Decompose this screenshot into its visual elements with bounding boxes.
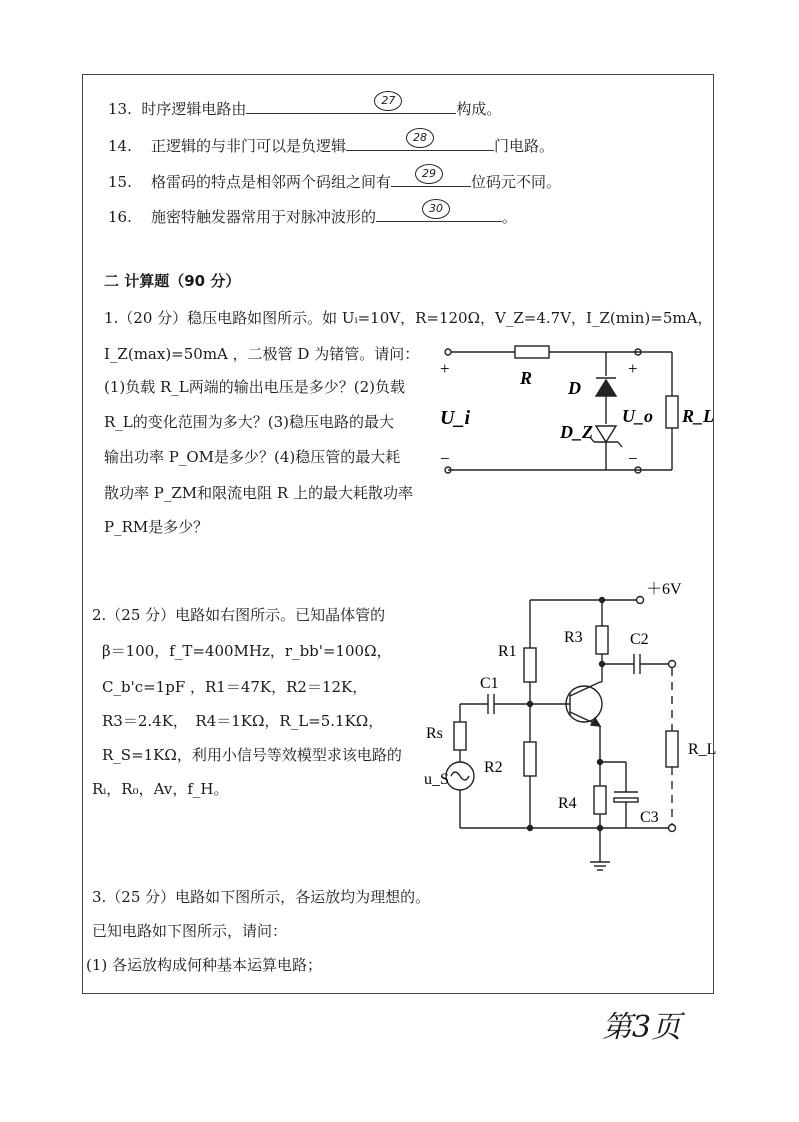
fill-item-13: 13. 时序逻辑电路由 27 构成。 (108, 98, 501, 119)
q2-line: R3＝2.4K， R4＝1KΩ，R_L=5.1KΩ， (102, 712, 384, 730)
q2-line: Rᵢ，R₀，Av，f_H。 (92, 780, 229, 798)
q2-line: R_S=1KΩ，利用小信号等效模型求该电路的 (102, 746, 402, 764)
c1-label: C1 (480, 675, 499, 692)
input-minus-label: − (440, 449, 450, 468)
q1-line: 输出功率 P_OM是多少？(4)稳压管的最大耗 (104, 448, 401, 466)
rl-label: R_L (682, 406, 715, 426)
c2-label: C2 (630, 631, 649, 648)
r4-label: R4 (558, 795, 577, 812)
output-minus-label: − (628, 449, 638, 468)
handwritten-page-note: 第3页 (602, 1010, 682, 1045)
resistor-r-label: R (520, 368, 533, 388)
uo-label: U_o (622, 406, 653, 426)
fill-item-14: 14. 正逻辑的与非门可以是负逻辑 28 门电路。 (108, 135, 554, 156)
q1-line: 散功率 P_ZM和限流电阻 R 上的最大耗散功率 (104, 484, 413, 502)
q1-line: R_L的变化范围为多大？(3)稳压电路的最大 (104, 413, 395, 431)
diode-d-label: D (568, 378, 581, 398)
answer-mark: 27 (374, 91, 402, 111)
us-label: u_S (424, 771, 449, 788)
answer-mark: 28 (406, 128, 434, 148)
vcc-label: ＋6V (646, 581, 682, 598)
q2-line: β＝100，f_T=400MHz，r_bb'=100Ω， (102, 642, 392, 660)
ui-label: U_i (440, 407, 470, 429)
zener-regulator-circuit (430, 340, 720, 480)
q1-line: 1.（20 分）稳压电路如图所示。如 Uᵢ=10V，R=120Ω，V_Z=4.7V，I_Z(min)=5mA， (104, 309, 713, 327)
q2-line: 2.（25 分）电路如右图所示。已知晶体管的 (92, 606, 386, 624)
r3-label: R3 (564, 629, 583, 646)
zener-dz-label: D_Z (560, 422, 593, 442)
amplifier-circuit (420, 576, 720, 876)
q3-line: 3.（25 分）电路如下图所示，各运放均为理想的。 (92, 888, 431, 906)
input-plus-label: + (440, 359, 450, 378)
q3-line: (1) 各运放构成何种基本运算电路； (86, 956, 323, 974)
c3-label: C3 (640, 809, 659, 826)
q1-line: (1)负载 R_L两端的输出电压是多少？(2)负载 (104, 378, 406, 396)
rs-label: Rs (426, 725, 443, 742)
r2-label: R2 (484, 759, 503, 776)
q1-line: P_RM是多少？ (104, 518, 209, 536)
section-title: 二 计算题（90 分） (104, 272, 241, 290)
r1-label: R1 (498, 643, 517, 660)
fill-item-16: 16. 施密特触发器常用于对脉冲波形的 30 。 (108, 206, 517, 227)
q2-line: C_b'c=1pF ，R1＝47K，R2＝12K， (102, 678, 368, 696)
answer-mark: 29 (415, 164, 443, 184)
q1-line: I_Z(max)=50mA ，二极管 D 为锗管。请问： (104, 345, 420, 363)
q3-line: 已知电路如下图所示，请问： (92, 922, 288, 940)
output-plus-label: + (628, 359, 638, 378)
fill-item-15: 15. 格雷码的特点是相邻两个码组之间有 29 位码元不同。 (108, 171, 561, 192)
rl-label: R_L (688, 741, 717, 758)
answer-mark: 30 (422, 199, 450, 219)
